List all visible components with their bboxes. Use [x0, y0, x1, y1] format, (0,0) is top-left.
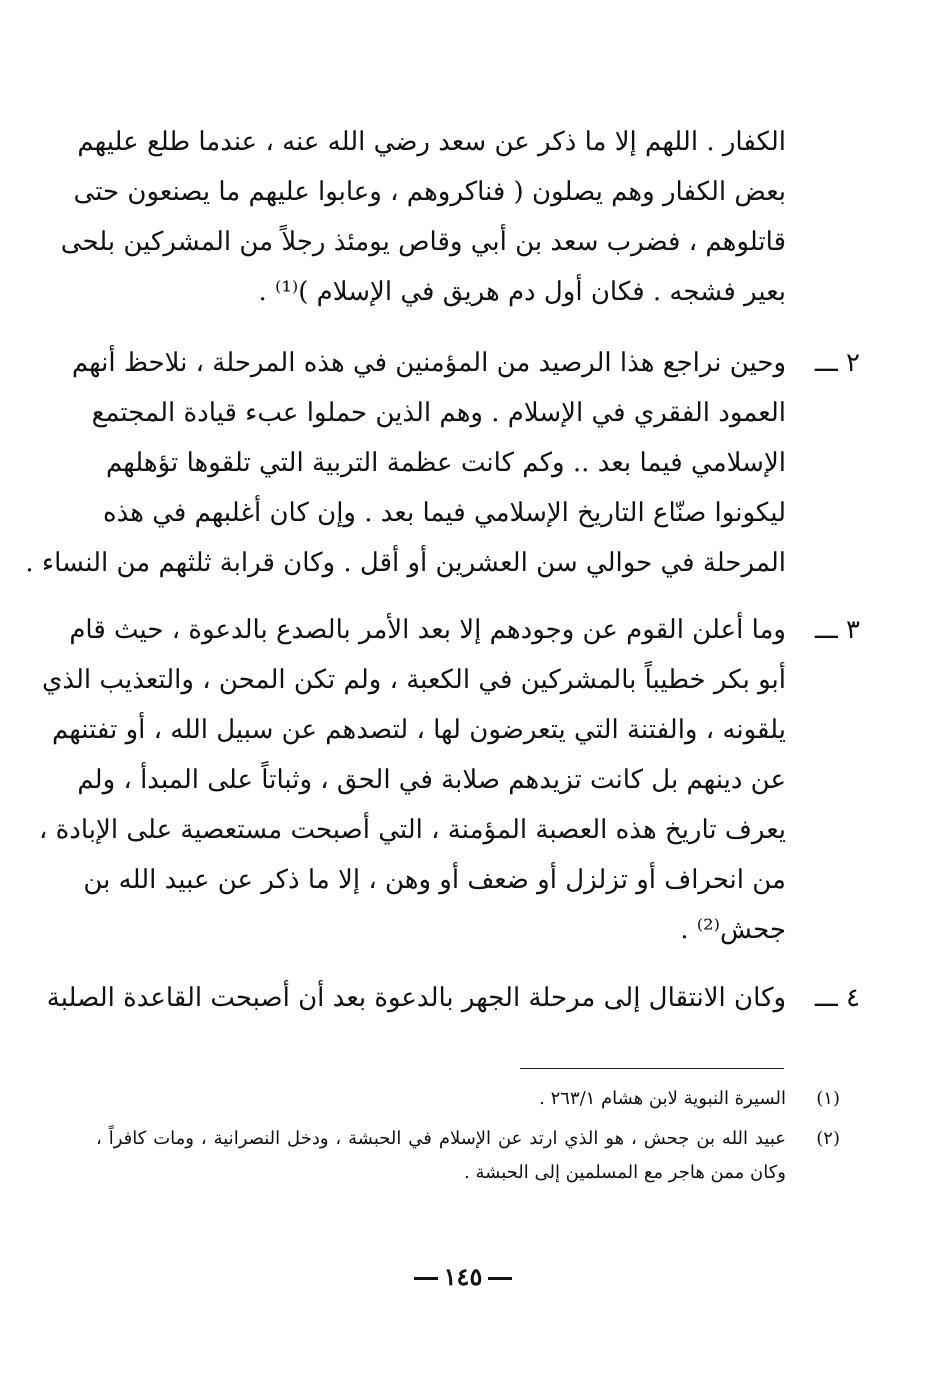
item-line: من انحراف أو تزلزل أو ضعف أو وهن ، إلا ما ذكر عن عبيد الله بن [83, 865, 786, 895]
item-number: ٢ ـــ [814, 348, 860, 378]
footnote-text: السيرة النبوية لابن هشام ٢٦٣/١ . [539, 1088, 786, 1109]
item-line: المرحلة في حوالي سن العشرين أو أقل . وكان قرابة ثلثهم من النساء . [25, 548, 786, 578]
item-line: الإسلامي فيما بعد .. وكم كانت عظمة التربية التي تلقوها تؤهلهم [106, 448, 786, 478]
footnote-number: (١) [816, 1088, 840, 1109]
intro-line: بعير فشجه . فكان أول دم هريق في الإسلام )⁽¹⁾ . [258, 277, 786, 307]
item-line: يلقونه ، والفتنة التي يتعرضون لها ، لتصدهم عن سبيل الله ، أو تفتنهم [51, 715, 786, 745]
footnote-text: عبيد الله بن جحش ، هو الذي ارتد عن الإسلام في الحبشة ، ودخل النصرانية ، ومات كافراً ، [96, 1128, 786, 1149]
intro-line: بعض الكفار وهم يصلون ( فناكروهم ، وعابوا عليهم ما يصنعون حتى [73, 177, 786, 207]
page-number [0, 1262, 926, 1292]
dash-left [488, 1277, 512, 1280]
item-line: يعرف تاريخ هذه العصبة المؤمنة ، التي أصبحت مستعصية على الإبادة ، [39, 815, 786, 845]
intro-line: الكفار . اللهم إلا ما ذكر عن سعد رضي الله عنه ، عندما طلع عليهم [77, 127, 786, 157]
dash-right [414, 1277, 438, 1280]
page-number-value: ١٤٥ [443, 1262, 483, 1291]
item-line: ليكونوا صنّاع التاريخ الإسلامي فيما بعد . وإن كان أغلبهم في هذه [103, 498, 786, 528]
footnote-separator [520, 1068, 784, 1069]
item-number: ٤ ـــ [814, 983, 860, 1013]
item-line: وما أعلن القوم عن وجودهم إلا بعد الأمر بالصدع بالدعوة ، حيث قام [69, 615, 786, 645]
item-line: وكان الانتقال إلى مرحلة الجهر بالدعوة بعد أن أصبحت القاعدة الصلبة [46, 983, 786, 1013]
item-number: ٣ ـــ [814, 615, 860, 645]
footnote-text: وكان ممن هاجر مع المسلمين إلى الحبشة . [464, 1162, 786, 1183]
item-line: وحين نراجع هذا الرصيد من المؤمنين في هذه المرحلة ، نلاحظ أنهم [71, 348, 786, 378]
item-line: العمود الفقري في الإسلام . وهم الذين حملوا عبء قيادة المجتمع [91, 398, 786, 428]
footnote-number: (٢) [816, 1128, 840, 1149]
item-line: أبو بكر خطيباً بالمشركين في الكعبة ، ولم تكن المحن ، والتعذيب الذي [42, 665, 786, 695]
item-line: عن دينهم بل كانت تزيدهم صلابة في الحق ، وثباتاً على المبدأ ، ولم [77, 765, 786, 795]
item-line: جحش⁽²⁾ . [680, 915, 786, 945]
intro-line: قاتلوهم ، فضرب سعد بن أبي وقاص يومئذ رجلاً من المشركين بلحى [60, 227, 786, 257]
